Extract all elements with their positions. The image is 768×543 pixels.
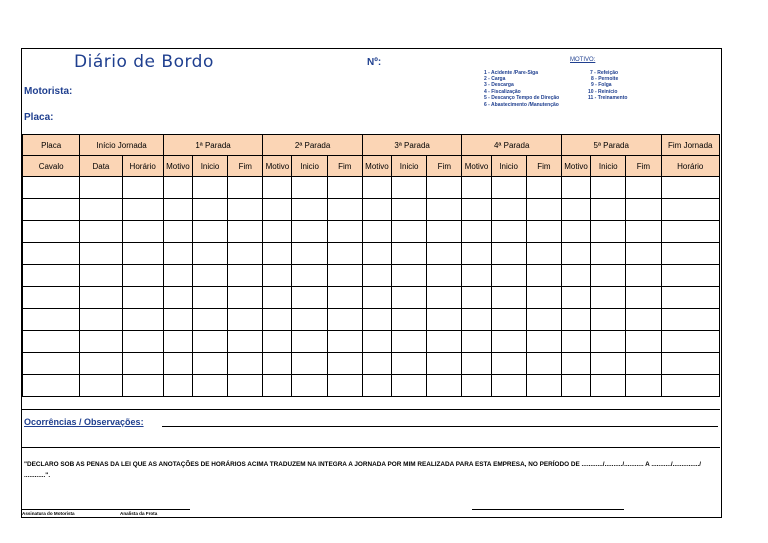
table-cell[interactable]: [192, 375, 227, 397]
header-cell: Horário: [661, 156, 719, 177]
table-cell[interactable]: [327, 177, 362, 199]
header-cell: Horário: [122, 156, 163, 177]
table-cell[interactable]: [392, 199, 427, 221]
table-cell[interactable]: [661, 221, 719, 243]
header-cell: Motivo: [362, 156, 391, 177]
table-cell[interactable]: [462, 177, 491, 199]
table-cell[interactable]: [392, 221, 427, 243]
table-cell[interactable]: [80, 265, 122, 287]
table-cell[interactable]: [228, 265, 263, 287]
table-cell[interactable]: [462, 287, 491, 309]
table-cell[interactable]: [192, 177, 227, 199]
table-cell[interactable]: [80, 221, 122, 243]
table-cell[interactable]: [122, 375, 163, 397]
table-cell[interactable]: [392, 309, 427, 331]
table-cell[interactable]: [292, 375, 327, 397]
header-cell: 1ª Parada: [163, 135, 263, 156]
header-cell: 3ª Parada: [362, 135, 462, 156]
table-cell[interactable]: [23, 177, 80, 199]
table-cell[interactable]: [561, 309, 590, 331]
table-cell[interactable]: [263, 199, 292, 221]
header-cell: Fim: [626, 156, 661, 177]
table-cell[interactable]: [491, 243, 526, 265]
table-cell[interactable]: [292, 331, 327, 353]
table-cell[interactable]: [392, 243, 427, 265]
observacoes-line[interactable]: [162, 426, 718, 427]
table-row: [23, 331, 720, 353]
placa-label: Placa:: [24, 112, 54, 123]
header-cell: Cavalo: [23, 156, 80, 177]
table-row: [23, 221, 720, 243]
table-cell[interactable]: [292, 353, 327, 375]
table-cell[interactable]: [292, 243, 327, 265]
table-cell[interactable]: [491, 199, 526, 221]
table-cell[interactable]: [392, 265, 427, 287]
table-cell[interactable]: [263, 375, 292, 397]
table-cell[interactable]: [163, 177, 192, 199]
table-cell[interactable]: [23, 287, 80, 309]
header-cell: Motivo: [163, 156, 192, 177]
motivo-item: 9 - Folga: [591, 82, 612, 89]
table-cell[interactable]: [661, 199, 719, 221]
table-cell[interactable]: [327, 199, 362, 221]
table-cell[interactable]: [80, 353, 122, 375]
table-cell[interactable]: [491, 353, 526, 375]
table-cell[interactable]: [192, 353, 227, 375]
table-cell[interactable]: [192, 243, 227, 265]
table-cell[interactable]: [163, 287, 192, 309]
header-cell: Inicio: [292, 156, 327, 177]
table-cell[interactable]: [362, 177, 391, 199]
table-cell[interactable]: [80, 375, 122, 397]
table-cell[interactable]: [263, 177, 292, 199]
table-cell[interactable]: [163, 353, 192, 375]
motivo-item: 2 - Carga: [484, 76, 506, 83]
table-cell[interactable]: [228, 243, 263, 265]
table-cell[interactable]: [561, 221, 590, 243]
table-cell[interactable]: [292, 221, 327, 243]
table-cell[interactable]: [122, 331, 163, 353]
page-title: Diário de Bordo: [74, 52, 214, 72]
table-cell[interactable]: [661, 243, 719, 265]
table-cell[interactable]: [626, 287, 661, 309]
header-cell: 4ª Parada: [462, 135, 562, 156]
table-cell[interactable]: [80, 287, 122, 309]
table-cell[interactable]: [626, 243, 661, 265]
table-cell[interactable]: [392, 287, 427, 309]
table-cell[interactable]: [228, 375, 263, 397]
table-cell[interactable]: [362, 243, 391, 265]
divider: [22, 447, 720, 448]
motivo-item: 8 - Pernoite: [591, 76, 619, 83]
analista-frota-label: Analista da Frota: [120, 511, 158, 516]
table-cell[interactable]: [23, 265, 80, 287]
table-cell[interactable]: [462, 353, 491, 375]
table-cell[interactable]: [163, 265, 192, 287]
table-cell[interactable]: [526, 353, 561, 375]
divider: [22, 409, 720, 410]
motivo-list-2: [588, 70, 627, 101]
table-cell[interactable]: [362, 287, 391, 309]
table-cell[interactable]: [23, 375, 80, 397]
table-cell[interactable]: [163, 243, 192, 265]
table-cell[interactable]: [561, 353, 590, 375]
table-cell[interactable]: [192, 331, 227, 353]
table-cell[interactable]: [526, 331, 561, 353]
table-cell[interactable]: [462, 375, 491, 397]
table-cell[interactable]: [392, 177, 427, 199]
header-row-1: [23, 135, 720, 156]
table-cell[interactable]: [192, 265, 227, 287]
table-cell[interactable]: [23, 331, 80, 353]
table-cell[interactable]: [462, 199, 491, 221]
table-cell[interactable]: [427, 199, 462, 221]
table-cell[interactable]: [192, 221, 227, 243]
table-cell[interactable]: [491, 309, 526, 331]
table-cell[interactable]: [462, 221, 491, 243]
numero-label: Nº:: [367, 57, 382, 68]
table-cell[interactable]: [427, 221, 462, 243]
table-cell[interactable]: [626, 265, 661, 287]
table-cell[interactable]: [427, 243, 462, 265]
table-cell[interactable]: [362, 353, 391, 375]
table-cell[interactable]: [362, 331, 391, 353]
table-cell[interactable]: [561, 243, 590, 265]
table-cell[interactable]: [526, 199, 561, 221]
table-cell[interactable]: [591, 177, 626, 199]
header-cell: Início Jornada: [80, 135, 163, 156]
table-cell[interactable]: [163, 375, 192, 397]
table-cell[interactable]: [263, 265, 292, 287]
table-cell[interactable]: [526, 287, 561, 309]
logbook-table: [22, 134, 720, 397]
table-cell[interactable]: [661, 353, 719, 375]
table-cell[interactable]: [23, 221, 80, 243]
table-cell[interactable]: [392, 353, 427, 375]
table-cell[interactable]: [661, 265, 719, 287]
header-cell: Motivo: [462, 156, 491, 177]
table-cell[interactable]: [292, 265, 327, 287]
table-cell[interactable]: [80, 177, 122, 199]
table-cell[interactable]: [561, 265, 590, 287]
signature-line-right: [472, 509, 624, 510]
table-cell[interactable]: [263, 353, 292, 375]
table-cell[interactable]: [362, 199, 391, 221]
table-cell[interactable]: [591, 199, 626, 221]
table-cell[interactable]: [462, 309, 491, 331]
table-cell[interactable]: [263, 243, 292, 265]
table-cell[interactable]: [80, 199, 122, 221]
table-cell[interactable]: [163, 331, 192, 353]
table-cell[interactable]: [292, 177, 327, 199]
motivo-item: 3 - Descarga: [484, 82, 514, 89]
table-cell[interactable]: [591, 375, 626, 397]
table-cell[interactable]: [122, 221, 163, 243]
motivo-list-1: [484, 70, 559, 108]
table-cell[interactable]: [228, 353, 263, 375]
observacoes-label: Ocorrências / Observações:: [24, 417, 144, 427]
header-cell: Motivo: [561, 156, 590, 177]
header-cell: 5ª Parada: [561, 135, 661, 156]
motivo-item: 11 - Treinamento: [588, 94, 628, 101]
declaration-text: "DECLARO SOB AS PENAS DA LEI QUE AS ANOTAÇÕES DE HORÁRIOS ACIMA TRADUZEM NA INTEGRA A JORNADA POR MIM REALIZADA PARA ESTA EMPRESA, NO PERÍODO DE ............/........../........... A .........../.............../ ............".: [24, 461, 702, 479]
table-cell[interactable]: [591, 243, 626, 265]
table-cell[interactable]: [626, 199, 661, 221]
table-cell[interactable]: [526, 243, 561, 265]
table-cell[interactable]: [427, 353, 462, 375]
motivo-item: 10 - Reinício: [588, 88, 618, 95]
table-cell[interactable]: [526, 221, 561, 243]
table-cell[interactable]: [526, 309, 561, 331]
table-cell[interactable]: [327, 331, 362, 353]
table-cell[interactable]: [163, 199, 192, 221]
table-cell[interactable]: [591, 331, 626, 353]
table-cell[interactable]: [327, 265, 362, 287]
table-cell[interactable]: [661, 375, 719, 397]
table-cell[interactable]: [362, 265, 391, 287]
table-cell[interactable]: [80, 309, 122, 331]
table-cell[interactable]: [23, 199, 80, 221]
table-cell[interactable]: [292, 199, 327, 221]
table-cell[interactable]: [427, 309, 462, 331]
table-cell[interactable]: [23, 243, 80, 265]
table-cell[interactable]: [561, 199, 590, 221]
table-cell[interactable]: [292, 309, 327, 331]
header-cell: Fim: [526, 156, 561, 177]
table-cell[interactable]: [626, 221, 661, 243]
motivo-item: 6 - Abastecimento /Manutenção: [484, 102, 559, 109]
table-cell[interactable]: [626, 353, 661, 375]
table-cell[interactable]: [626, 375, 661, 397]
table-cell[interactable]: [263, 331, 292, 353]
table-cell[interactable]: [23, 309, 80, 331]
table-cell[interactable]: [263, 221, 292, 243]
table-cell[interactable]: [192, 287, 227, 309]
table-cell[interactable]: [561, 375, 590, 397]
table-cell[interactable]: [591, 287, 626, 309]
table-cell[interactable]: [526, 375, 561, 397]
table-cell[interactable]: [462, 265, 491, 287]
table-cell[interactable]: [23, 353, 80, 375]
table-cell[interactable]: [491, 221, 526, 243]
table-cell[interactable]: [561, 287, 590, 309]
table-cell[interactable]: [163, 221, 192, 243]
table-row: [23, 199, 720, 221]
table-cell[interactable]: [122, 199, 163, 221]
table-cell[interactable]: [362, 375, 391, 397]
table-body: [23, 177, 720, 397]
table-row: [23, 375, 720, 397]
table-cell[interactable]: [661, 309, 719, 331]
table-row: [23, 177, 720, 199]
table-cell[interactable]: [327, 309, 362, 331]
table-cell[interactable]: [327, 353, 362, 375]
table-cell[interactable]: [561, 331, 590, 353]
table-cell[interactable]: [362, 309, 391, 331]
table-cell[interactable]: [626, 331, 661, 353]
table-cell[interactable]: [427, 177, 462, 199]
table-cell[interactable]: [591, 309, 626, 331]
table-cell[interactable]: [263, 287, 292, 309]
table-cell[interactable]: [427, 331, 462, 353]
table-row: [23, 287, 720, 309]
table-cell[interactable]: [491, 375, 526, 397]
table-cell[interactable]: [526, 265, 561, 287]
table-cell[interactable]: [163, 309, 192, 331]
table-cell[interactable]: [626, 309, 661, 331]
table-cell[interactable]: [192, 309, 227, 331]
signature-line-left: [22, 509, 190, 510]
header-cell: Placa: [23, 135, 80, 156]
assinatura-motorista-label: Assinatura do Motorista: [22, 511, 75, 516]
table-cell[interactable]: [462, 331, 491, 353]
motorista-label: Motorista:: [24, 86, 73, 97]
table-cell[interactable]: [626, 177, 661, 199]
table-cell[interactable]: [591, 221, 626, 243]
table-row: [23, 309, 720, 331]
table-cell[interactable]: [263, 309, 292, 331]
header-cell: 2ª Parada: [263, 135, 363, 156]
table-cell[interactable]: [122, 287, 163, 309]
table-cell[interactable]: [491, 287, 526, 309]
header-cell: Fim Jornada: [661, 135, 719, 156]
table-cell[interactable]: [392, 375, 427, 397]
table-cell[interactable]: [228, 199, 263, 221]
table-cell[interactable]: [80, 331, 122, 353]
table-cell[interactable]: [427, 265, 462, 287]
table-cell[interactable]: [327, 375, 362, 397]
table-row: [23, 243, 720, 265]
table-cell[interactable]: [327, 287, 362, 309]
motivo-item: 4 - Fiscalização: [484, 88, 521, 95]
motivo-item: 1 - Acidente /Pare-Siga: [484, 70, 538, 76]
table-cell[interactable]: [392, 331, 427, 353]
table-cell[interactable]: [561, 177, 590, 199]
header-cell: Inicio: [392, 156, 427, 177]
table-cell[interactable]: [491, 331, 526, 353]
table-cell[interactable]: [427, 287, 462, 309]
table-cell[interactable]: [362, 221, 391, 243]
table-cell[interactable]: [491, 265, 526, 287]
table-row: [23, 265, 720, 287]
table-cell[interactable]: [661, 287, 719, 309]
table-cell[interactable]: [526, 177, 561, 199]
table-cell[interactable]: [591, 353, 626, 375]
table-cell[interactable]: [228, 287, 263, 309]
header-cell: Inicio: [591, 156, 626, 177]
table-cell[interactable]: [228, 331, 263, 353]
table-cell[interactable]: [427, 375, 462, 397]
table-row: [23, 353, 720, 375]
header-row-2: [23, 156, 720, 177]
logbook-sheet: [21, 48, 722, 518]
table-cell[interactable]: [661, 177, 719, 199]
table-cell[interactable]: [228, 221, 263, 243]
table-cell[interactable]: [228, 309, 263, 331]
table-cell[interactable]: [122, 243, 163, 265]
motivo-item: 7 - Refeição: [590, 70, 619, 76]
table-cell[interactable]: [491, 177, 526, 199]
table-cell[interactable]: [192, 199, 227, 221]
table-cell[interactable]: [228, 177, 263, 199]
header-cell: Fim: [327, 156, 362, 177]
table-cell[interactable]: [292, 287, 327, 309]
table-cell[interactable]: [122, 353, 163, 375]
table-cell[interactable]: [661, 331, 719, 353]
header-cell: Fim: [228, 156, 263, 177]
table-cell[interactable]: [80, 243, 122, 265]
header-cell: Motivo: [263, 156, 292, 177]
motivo-item: 5 - Descanço Tempo de Direção: [484, 94, 560, 101]
header-cell: Inicio: [491, 156, 526, 177]
table-cell[interactable]: [122, 177, 163, 199]
header-cell: Fim: [427, 156, 462, 177]
table-cell[interactable]: [122, 265, 163, 287]
table-cell[interactable]: [327, 221, 362, 243]
motivo-heading: MOTIVO:: [570, 57, 596, 63]
table-cell[interactable]: [122, 309, 163, 331]
table-cell[interactable]: [327, 243, 362, 265]
header-cell: Data: [80, 156, 122, 177]
table-cell[interactable]: [591, 265, 626, 287]
header-cell: Inicio: [192, 156, 227, 177]
table-cell[interactable]: [462, 243, 491, 265]
